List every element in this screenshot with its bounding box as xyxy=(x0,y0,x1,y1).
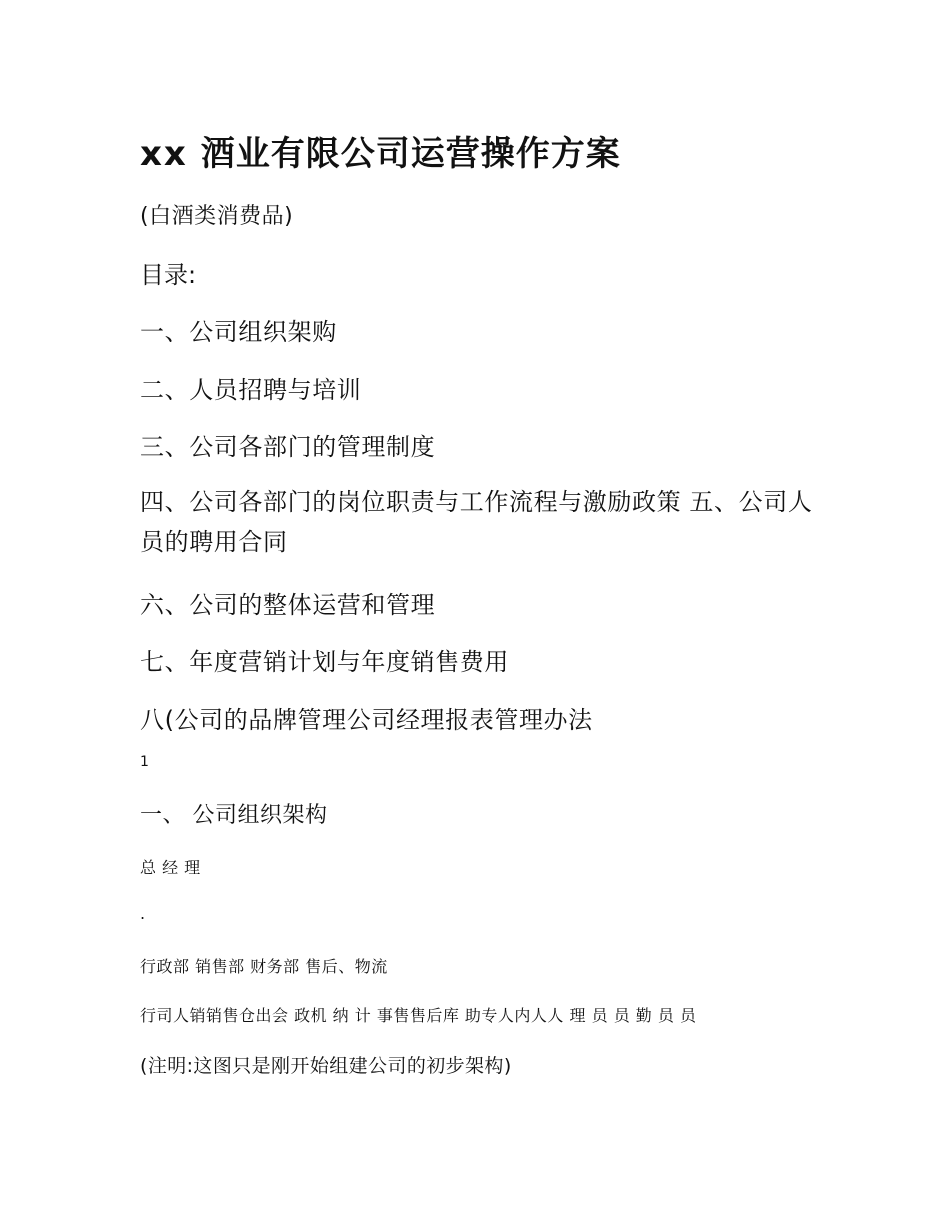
section-heading: 一、 公司组织架构 xyxy=(140,803,328,828)
title-rest: 酒业有限公司运营操作方案 xyxy=(187,134,621,174)
title-prefix: xx xyxy=(140,134,188,174)
toc-item: 三、公司各部门的管理制度 xyxy=(140,433,436,461)
org-connector-dot: . xyxy=(140,904,146,923)
toc-item: 六、公司的整体运营和管理 xyxy=(140,591,436,619)
org-top-position: 总 经 理 xyxy=(140,858,201,877)
toc-item: 八(公司的品牌管理公司经理报表管理办法 xyxy=(140,706,593,734)
toc-item: 二、人员招聘与培训 xyxy=(140,376,362,404)
toc-item: 四、公司各部门的岗位职责与工作流程与激励政策 五、公司人员的聘用合同 xyxy=(140,488,813,556)
toc-item: 七、年度营销计划与年度销售费用 xyxy=(140,648,509,676)
toc-label: 目录: xyxy=(140,261,197,289)
toc-item: 一、公司组织架购 xyxy=(140,318,337,346)
document-title xyxy=(140,126,621,175)
org-roles: 行司人销销售仓出会 政机 纳 计 事售售后库 助专人内人人 理 员 员 勤 员 员 xyxy=(140,1006,697,1025)
document-subtitle: (白酒类消费品) xyxy=(140,204,294,229)
page-number: 1 xyxy=(140,754,149,770)
org-note: (注明:这图只是刚开始组建公司的初步架构) xyxy=(140,1055,512,1077)
org-departments: 行政部 销售部 财务部 售后、物流 xyxy=(140,957,388,976)
